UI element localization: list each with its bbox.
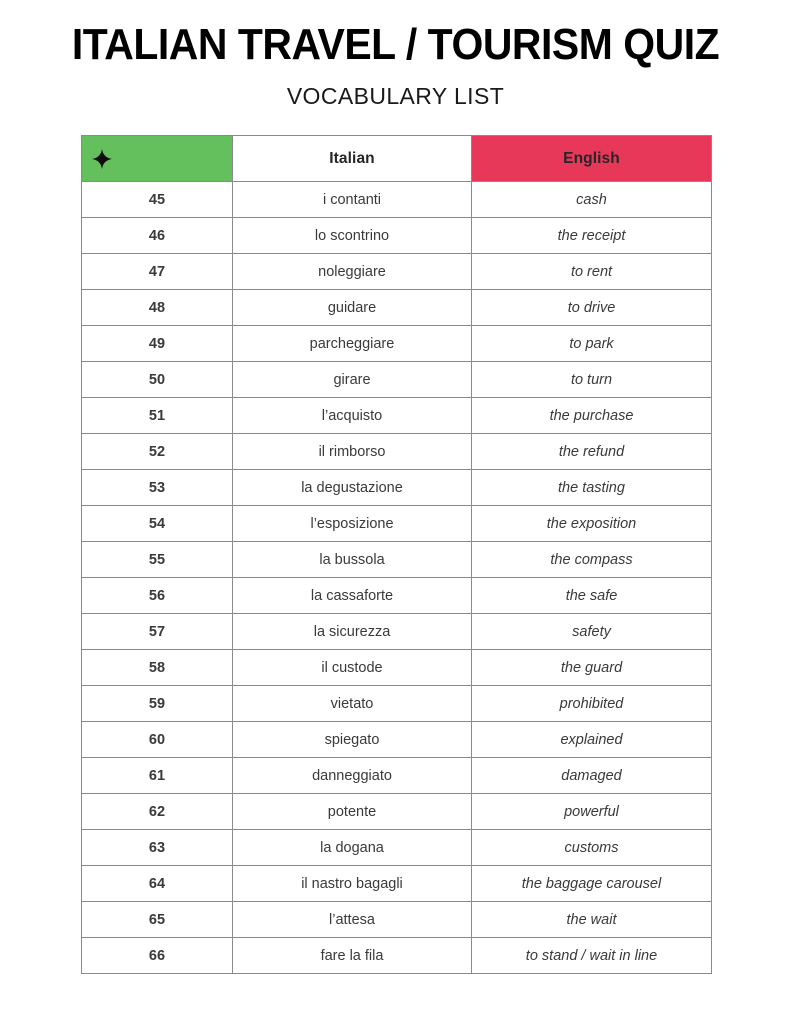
cell-italian-term: potente [233, 794, 472, 830]
cell-english-translation: the guard [472, 650, 712, 686]
cell-number: 57 [82, 614, 233, 650]
cell-italian-term: danneggiato [233, 758, 472, 794]
cell-english-translation: powerful [472, 794, 712, 830]
cell-number: 51 [82, 398, 233, 434]
table-row [82, 578, 712, 614]
cell-number: 52 [82, 434, 233, 470]
cell-number: 61 [82, 758, 233, 794]
cell-number: 65 [82, 902, 233, 938]
cell-number: 56 [82, 578, 233, 614]
cell-number: 50 [82, 362, 233, 398]
page-subtitle: VOCABULARY LIST [286, 83, 505, 110]
cell-italian-term: vietato [233, 686, 472, 722]
cell-english-translation: the compass [472, 542, 712, 578]
cell-number: 59 [82, 686, 233, 722]
table-row [82, 362, 712, 398]
cell-english-translation: to stand / wait in line [472, 938, 712, 974]
cell-number: 64 [82, 866, 233, 902]
table-row [82, 794, 712, 830]
cell-number: 46 [82, 218, 233, 254]
table-row [82, 614, 712, 650]
cell-english-translation: explained [472, 722, 712, 758]
cell-english-translation: the baggage carousel [472, 866, 712, 902]
table-row [82, 830, 712, 866]
cell-number: 63 [82, 830, 233, 866]
cell-english-translation: safety [472, 614, 712, 650]
page-title: ITALIAN TRAVEL / TOURISM QUIZ [71, 20, 720, 69]
table-row [82, 326, 712, 362]
cell-english-translation: the safe [472, 578, 712, 614]
cell-number: 60 [82, 722, 233, 758]
column-header-number [82, 136, 233, 182]
cell-number: 45 [82, 182, 233, 218]
cell-italian-term: il nastro bagagli [233, 866, 472, 902]
table-row [82, 398, 712, 434]
table-row [82, 902, 712, 938]
cell-italian-term: i contanti [233, 182, 472, 218]
cell-english-translation: the receipt [472, 218, 712, 254]
cell-english-translation: prohibited [472, 686, 712, 722]
cell-italian-term: spiegato [233, 722, 472, 758]
cell-english-translation: the refund [472, 434, 712, 470]
cell-italian-term: la degustazione [233, 470, 472, 506]
cell-italian-term: girare [233, 362, 472, 398]
cell-number: 54 [82, 506, 233, 542]
cell-italian-term: guidare [233, 290, 472, 326]
cell-english-translation: damaged [472, 758, 712, 794]
cell-english-translation: to turn [472, 362, 712, 398]
cell-italian-term: la bussola [233, 542, 472, 578]
table-row [82, 866, 712, 902]
table-header-row [82, 136, 712, 182]
table-body [82, 182, 712, 974]
title-block [0, 0, 791, 109]
cell-italian-term: il custode [233, 650, 472, 686]
cell-english-translation: to rent [472, 254, 712, 290]
cell-italian-term: parcheggiare [233, 326, 472, 362]
table-row [82, 542, 712, 578]
vocabulary-table-container [81, 135, 711, 974]
table-row [82, 650, 712, 686]
cell-italian-term: fare la fila [233, 938, 472, 974]
table-row [82, 686, 712, 722]
cell-number: 47 [82, 254, 233, 290]
cell-italian-term: la dogana [233, 830, 472, 866]
cell-number: 55 [82, 542, 233, 578]
cell-english-translation: to drive [472, 290, 712, 326]
column-header-english: English [472, 136, 712, 182]
cell-english-translation: the exposition [472, 506, 712, 542]
table-row [82, 470, 712, 506]
cell-italian-term: noleggiare [233, 254, 472, 290]
cell-english-translation: to park [472, 326, 712, 362]
cell-number: 49 [82, 326, 233, 362]
cell-number: 48 [82, 290, 233, 326]
cell-number: 66 [82, 938, 233, 974]
table-row [82, 758, 712, 794]
cell-english-translation: the wait [472, 902, 712, 938]
table-row [82, 182, 712, 218]
cell-italian-term: la cassaforte [233, 578, 472, 614]
cell-italian-term: l’esposizione [233, 506, 472, 542]
cell-italian-term: l’acquisto [233, 398, 472, 434]
four-pointed-star-icon [91, 148, 113, 170]
cell-english-translation: customs [472, 830, 712, 866]
cell-italian-term: l’attesa [233, 902, 472, 938]
cell-english-translation: the purchase [472, 398, 712, 434]
table-row [82, 434, 712, 470]
table-row [82, 938, 712, 974]
table-row [82, 290, 712, 326]
cell-english-translation: cash [472, 182, 712, 218]
cell-number: 62 [82, 794, 233, 830]
cell-italian-term: il rimborso [233, 434, 472, 470]
cell-italian-term: lo scontrino [233, 218, 472, 254]
cell-number: 58 [82, 650, 233, 686]
table-row [82, 254, 712, 290]
vocabulary-table [81, 135, 712, 974]
cell-italian-term: la sicurezza [233, 614, 472, 650]
table-header [82, 136, 712, 182]
cell-english-translation: the tasting [472, 470, 712, 506]
table-row [82, 506, 712, 542]
cell-number: 53 [82, 470, 233, 506]
column-header-italian: Italian [233, 136, 472, 182]
table-row [82, 722, 712, 758]
table-row [82, 218, 712, 254]
